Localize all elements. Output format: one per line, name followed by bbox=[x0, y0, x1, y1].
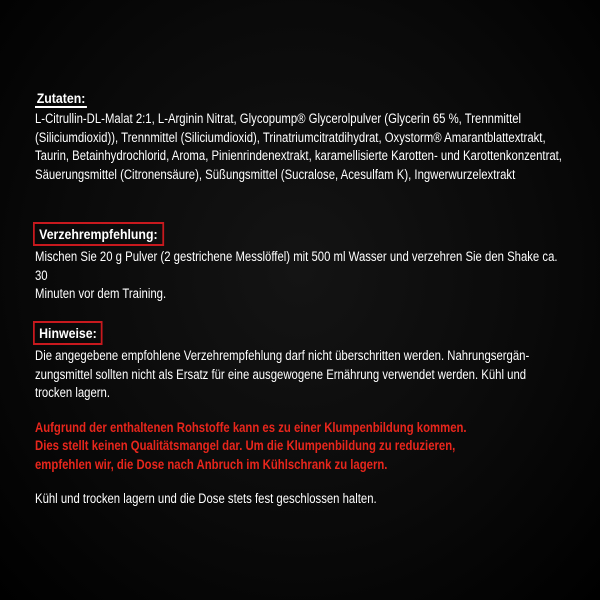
ingredients-line: (Siliciumdioxid)), Trennmittel (Siliciumdioxid), Trinatriumcitratdihydrat, Oxystorm® Amarantblattextrakt, bbox=[35, 129, 546, 145]
warning-line: Dies stellt keinen Qualitätsmangel dar. Um die Klumpenbildung zu reduzieren, bbox=[35, 438, 456, 453]
usage-section bbox=[33, 222, 568, 304]
notes-line: zungsmittel sollten nicht als Ersatz für eine ausgewogene Ernährung verwendet werden. Kühl und bbox=[35, 366, 527, 382]
notes-heading: Hinweise: bbox=[33, 321, 103, 345]
ingredients-text bbox=[35, 110, 573, 184]
notes-text bbox=[35, 347, 573, 403]
warning-line: empfehlen wir, die Dose nach Anbruch im Kühlschrank zu lagern. bbox=[35, 456, 388, 472]
ingredients-heading: Zutaten: bbox=[36, 90, 86, 106]
warning-line: Aufgrund der enthaltenen Rohstoffe kann es zu einer Klumpenbildung kommen. bbox=[35, 419, 467, 435]
clumping-warning bbox=[35, 419, 573, 475]
ingredients-line: Säuerungsmittel (Citronensäure), Süßungsmittel (Sucralose, Acesulfam K), Ingwerwurzelextrakt bbox=[35, 166, 516, 182]
notes-section bbox=[33, 321, 568, 509]
storage-note: Kühl und trocken lagern und die Dose stets fest geschlossen halten. bbox=[35, 491, 377, 506]
notes-line: trocken lagern. bbox=[35, 385, 111, 400]
usage-line: Mischen Sie 20 g Pulver (2 gestrichene Messlöffel) mit 500 ml Wasser und verzehren Sie den Shake ca. 30 bbox=[35, 249, 558, 283]
notes-line: Die angegebene empfohlene Verzehrempfehlung darf nicht überschritten werden. Nahrungsergän- bbox=[35, 348, 530, 363]
ingredients-section bbox=[33, 90, 568, 184]
usage-text bbox=[35, 248, 573, 304]
ingredients-line: L-Citrullin-DL-Malat 2:1, L-Arginin Nitrat, Glycopump® Glycerolpulver (Glycerin 65 %, Trennmittel bbox=[35, 111, 522, 126]
ingredients-line: Taurin, Betainhydrochlorid, Aroma, Pinienrindenextrakt, karamellisierte Karotten- und Karottenkonzentrat, bbox=[35, 148, 562, 163]
usage-heading: Verzehrempfehlung: bbox=[33, 222, 164, 246]
usage-line: Minuten vor dem Training. bbox=[35, 286, 167, 301]
